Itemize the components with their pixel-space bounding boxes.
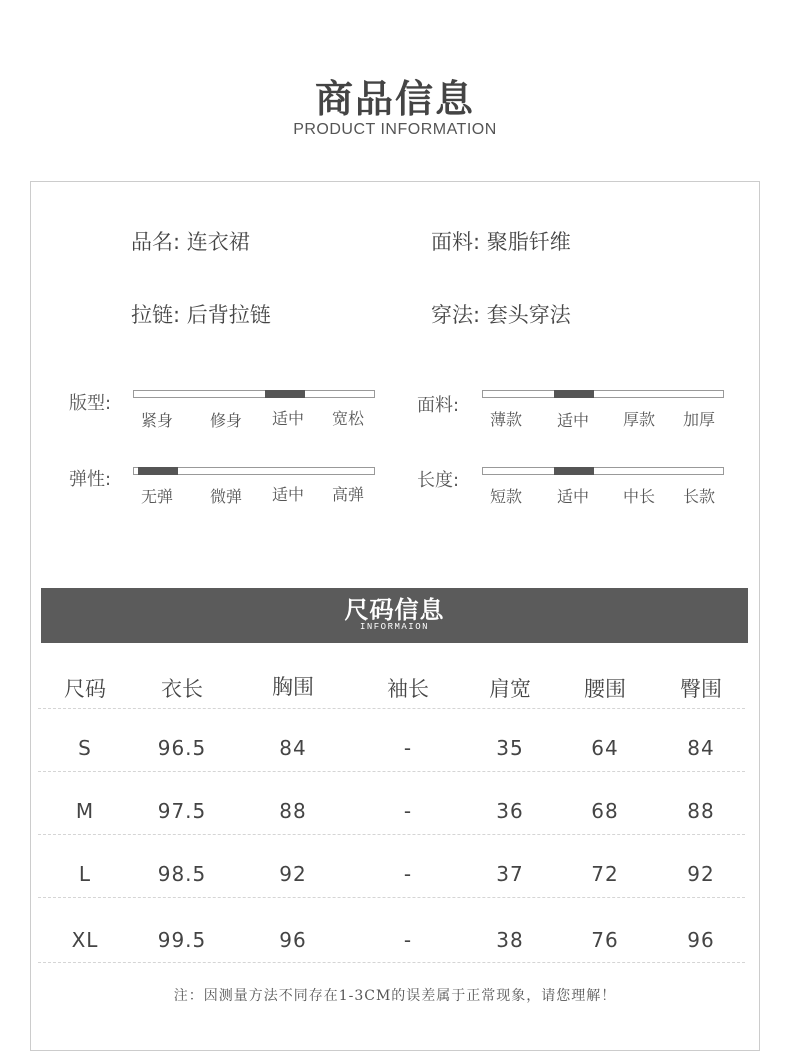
info-wearing (431, 299, 571, 329)
table-cell: 97.5 (157, 799, 207, 823)
table-divider (38, 897, 745, 898)
size-table-header: 臀围 (680, 677, 722, 701)
table-cell: 35 (496, 736, 524, 760)
feature-option: 微弹 (209, 487, 242, 506)
feature-option: 加厚 (682, 410, 715, 429)
feature-label-length: 长度: (417, 470, 460, 491)
feature-label-elasticity: 弹性: (69, 469, 112, 490)
size-table-header: 胸围 (272, 675, 314, 699)
feature-option: 适中 (271, 409, 304, 428)
feature-bar-fill-fit (265, 390, 305, 398)
table-cell: - (403, 799, 413, 823)
info-name-label: 品名: (131, 230, 181, 254)
info-fabric-label: 面料: (431, 230, 481, 254)
info-fabric-value: 聚脂钎维 (486, 230, 571, 254)
table-cell: 88 (279, 799, 307, 823)
feature-option: 紧身 (140, 411, 173, 430)
table-cell: 84 (687, 736, 715, 760)
feature-option: 长款 (682, 487, 715, 506)
table-divider (38, 834, 745, 835)
feature-bar-fit (133, 390, 375, 398)
feature-bar-elasticity (133, 467, 375, 475)
table-cell: 72 (591, 862, 619, 886)
feature-option: 修身 (209, 411, 242, 430)
table-cell: 38 (496, 928, 524, 952)
page-subtitle: PRODUCT INFORMATION (293, 121, 497, 138)
table-cell: 92 (687, 862, 715, 886)
size-table-header: 尺码 (64, 677, 106, 701)
table-cell: 96 (687, 928, 715, 952)
info-zipper-value: 后背拉链 (186, 303, 271, 327)
size-table-header: 袖长 (387, 677, 429, 701)
measurement-note: 注：因测量方法不同存在1-3CM的误差属于正常现象，请您理解！ (173, 988, 617, 1004)
table-cell: L (78, 862, 92, 886)
feature-bar-fill-elasticity (138, 467, 178, 475)
feature-label-fabric: 面料: (417, 395, 460, 416)
table-divider (38, 962, 745, 963)
info-fabric (431, 226, 571, 256)
table-cell: 98.5 (157, 862, 207, 886)
table-cell: 37 (496, 862, 524, 886)
feature-option: 短款 (489, 487, 522, 506)
feature-bar-fabric (482, 390, 724, 398)
table-cell: 84 (279, 736, 307, 760)
table-cell: 92 (279, 862, 307, 886)
table-cell: S (78, 736, 92, 760)
info-zipper (131, 299, 271, 329)
page-title: 商品信息 (314, 77, 475, 121)
info-name (131, 226, 250, 256)
feature-label-fit: 版型: (69, 393, 112, 414)
table-cell: - (403, 928, 413, 952)
feature-option: 宽松 (331, 409, 364, 428)
table-cell: 96.5 (157, 736, 207, 760)
info-name-value: 连衣裙 (186, 230, 250, 254)
table-cell: M (75, 799, 95, 823)
table-divider (38, 771, 745, 772)
feature-option: 高弹 (331, 485, 364, 504)
info-wearing-value: 套头穿法 (486, 303, 571, 327)
table-cell: 64 (591, 736, 619, 760)
feature-bar-fill-fabric (554, 390, 594, 398)
feature-option: 中长 (622, 487, 655, 506)
size-section-title: 尺码信息 (344, 596, 445, 624)
table-cell: 88 (687, 799, 715, 823)
table-cell: 36 (496, 799, 524, 823)
size-table-header: 衣长 (161, 677, 203, 701)
size-table-header: 腰围 (584, 677, 626, 701)
table-divider (38, 708, 745, 709)
size-table-header: 肩宽 (489, 677, 531, 701)
info-zipper-label: 拉链: (131, 303, 181, 327)
table-cell: XL (71, 928, 99, 952)
feature-option: 无弹 (140, 487, 173, 506)
feature-option: 适中 (556, 411, 589, 430)
feature-option: 薄款 (489, 410, 522, 429)
table-cell: 96 (279, 928, 307, 952)
feature-option: 适中 (271, 485, 304, 504)
table-cell: 76 (591, 928, 619, 952)
feature-bar-length (482, 467, 724, 475)
feature-option: 厚款 (622, 410, 655, 429)
feature-option: 适中 (556, 487, 589, 506)
table-cell: - (403, 862, 413, 886)
table-cell: 99.5 (157, 928, 207, 952)
info-wearing-label: 穿法: (431, 303, 481, 327)
table-cell: 68 (591, 799, 619, 823)
size-section-subtitle: INFORMAION (359, 622, 429, 632)
table-cell: - (403, 736, 413, 760)
feature-bar-fill-length (554, 467, 594, 475)
